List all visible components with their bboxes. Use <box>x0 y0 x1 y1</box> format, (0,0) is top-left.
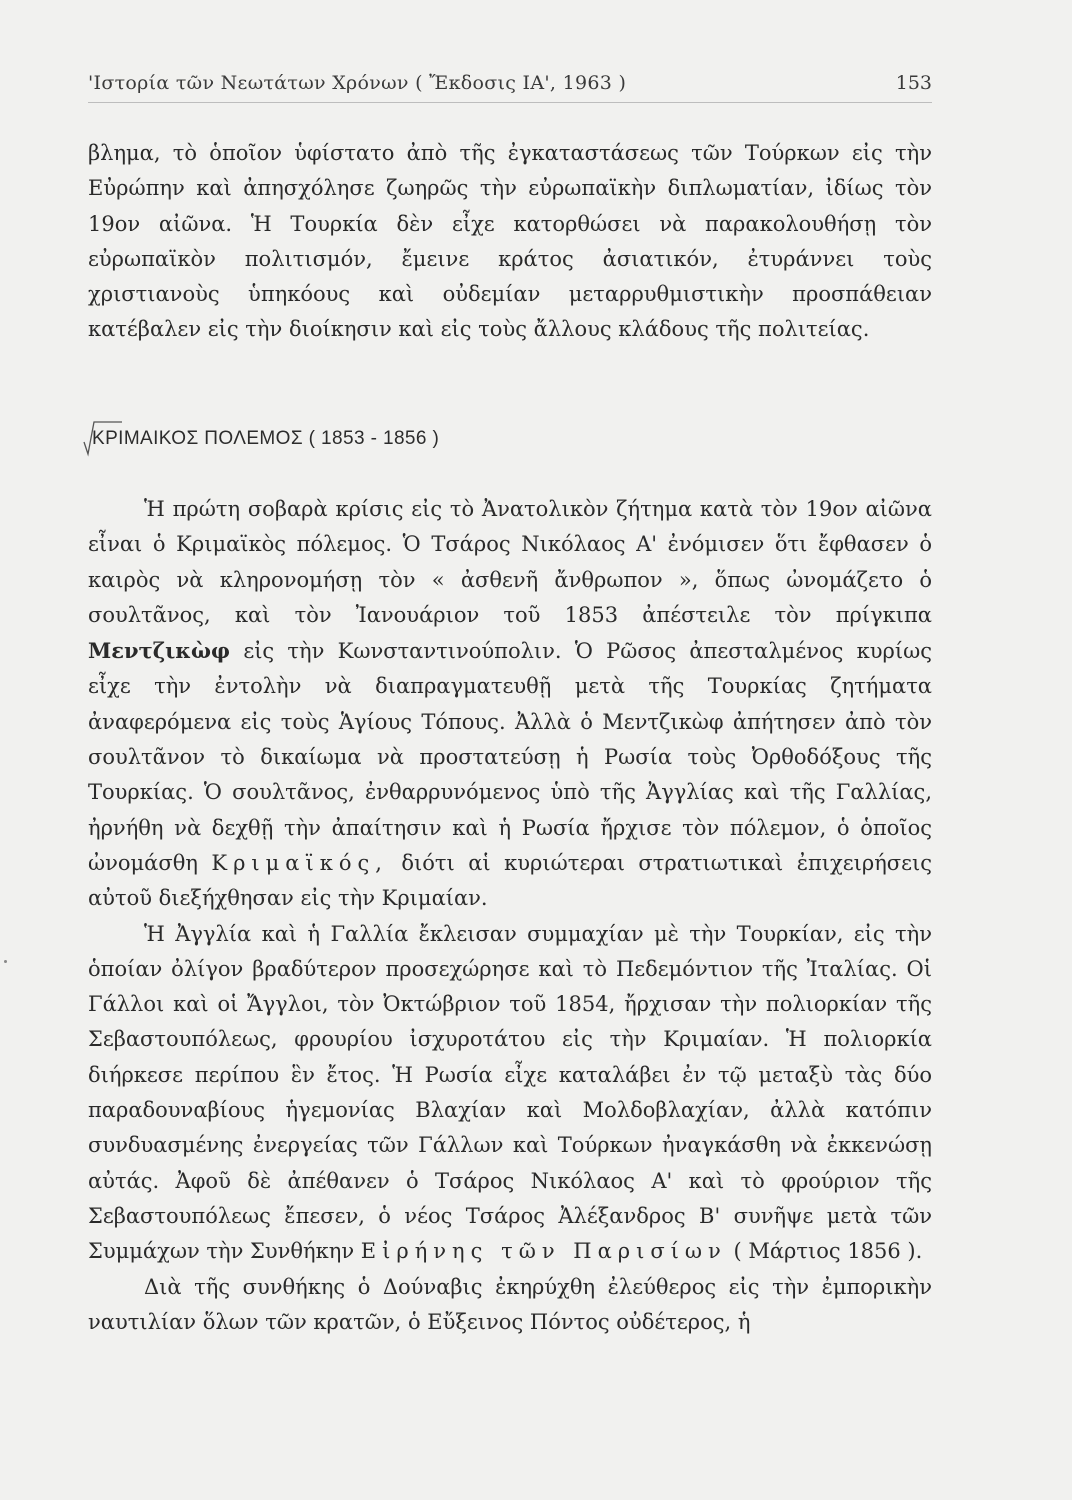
page-number: 153 <box>895 72 932 94</box>
intro-paragraph: βλημα, τὸ ὁποῖον ὑφίστατο ἀπὸ τῆς ἐγκαταστάσεως τῶν Τούρκων εἰς τὴν Εὐρώπην καὶ ἀπησχόλησε ζωηρῶς τὴν εὐρωπαϊκὴν διπλωματίαν, ἰδίως τὸν 19ον αἰῶνα. Ἡ Τουρκία δὲν εἶχε κατορθώσει νὰ παρακολουθήσῃ τὸν εὐρωπαϊκὸν πολιτισμόν, ἔμεινε κράτος ἀσιατικόν, ἐτυράννει τοὺς χριστιανοὺς ὑπηκόους καὶ οὐδεμίαν μεταρρυθμιστικὴν προσπάθειαν κατέβαλεν εἰς τὴν διοίκησιν καὶ εἰς τοὺς ἄλλους κλάδους τῆς πολιτείας. <box>88 141 932 342</box>
emphasized-name: Μεντζικὼφ <box>88 638 231 664</box>
paragraph-text: ( Μάρτιος 1856 ). <box>733 1239 923 1264</box>
spaced-term: Κριμαϊκός, <box>211 850 388 875</box>
paragraph-crimean-war-origin <box>88 492 932 917</box>
section-heading: ΚΡΙΜΑΙΚΟΣ ΠΟΛΕΜΟΣ ( 1853 - 1856 ) <box>92 428 440 449</box>
spaced-term: Εἰρήνης τῶν Παρισίων <box>360 1239 727 1264</box>
paragraph-treaty-terms: Διὰ τῆς συνθήκης ὁ Δούναβις ἐκηρύχθη ἐλεύθερος εἰς τὴν ἐμπορικὴν ναυτιλίαν ὅλων τῶν κρατῶν, ὁ Εὔξεινος Πόντος οὐδέτερος, ἡ <box>88 1274 932 1334</box>
paragraph-alliance <box>88 917 932 1270</box>
intro-text-block <box>88 136 932 348</box>
paper-speck <box>4 960 7 963</box>
paragraph-text: Ἡ Ἀγγλία καὶ ἡ Γαλλία ἔκλεισαν συμμαχίαν μὲ τὴν Τουρκίαν, εἰς τὴν ὁποίαν ὀλίγον βραδύτερον προσεχώρησε καὶ τὸ Πεδεμόντιον τῆς Ἰταλίας. Οἱ Γάλλοι καὶ οἱ Ἄγγλοι, τὸν Ὀκτώβριον τοῦ 1854, ἤρχισαν τὴν πολιορκίαν τῆς Σεβαστουπόλεως, φρουρίου ἰσχυροτάτου εἰς τὴν Κριμαίαν. Ἡ πολιορκία διήρκεσε περίπου ἓν ἔτος. Ἡ Ρωσία εἶχε καταλάβει ἐν τῷ μεταξὺ τὰς δύο παραδουναβίους ἡγεμονίας Βλαχίαν καὶ Μολδοβλαχίαν, ἀλλὰ κατόπιν συνδυασμένης ἐνεργείας τῶν Γάλλων καὶ Τούρκων ἠναγκάσθη νὰ ἐκκενώσῃ αὐτάς. Ἀφοῦ δὲ ἀπέθανεν ὁ Τσάρος Νικόλαος Α' καὶ τὸ φρούριον τῆς Σεβαστουπόλεως ἔπεσεν, ὁ νέος Τσάρος Ἀλέξανδρος Β' συνῆψε μετὰ τῶν Συμμάχων τὴν Συνθήκην <box>88 921 932 1264</box>
book-title: 'Ιστορία τῶν Νεωτάτων Χρόνων ( Ἔκδοσις ΙΑ', 1963 ) <box>88 72 627 94</box>
running-header <box>88 68 932 103</box>
paragraph-text: Ἡ πρώτη σοβαρὰ κρίσις εἰς τὸ Ἀνατολικὸν ζήτημα κατὰ τὸν 19ον αἰῶνα εἶναι ὁ Κριμαϊκὸς πόλεμος. Ὁ Τσάρος Νικόλαος Α' ἐνόμισεν ὅτι ἔφθασεν ὁ καιρὸς νὰ κληρονομήσῃ τὸν « ἀσθενῆ ἄνθρωπον », ὅπως ὠνομάζετο ὁ σουλτᾶνος, καὶ τὸν Ἰανουάριον τοῦ 1853 ἀπέστειλε τὸν πρίγκιπα <box>88 497 932 627</box>
paragraph-text: εἰς τὴν Κωνσταντινούπολιν. Ὁ Ρῶσος ἀπεσταλμένος κυρίως εἶχε τὴν ἐντολὴν νὰ διαπραγματευθῇ μετὰ τῆς Τουρκίας ζητήματα ἀναφερόμενα εἰς τοὺς Ἁγίους Τόπους. Ἀλλὰ ὁ Μεντζικὼφ ἀπήτησεν ἀπὸ τὸν σουλτᾶνον τὸ δικαίωμα νὰ προστατεύσῃ ἡ Ρωσία τοὺς Ὀρθοδόξους τῆς Τουρκίας. Ὁ σουλτᾶνος, ἐνθαρρυνόμενος ὑπὸ τῆς Ἀγγλίας καὶ τῆς Γαλλίας, ἠρνήθη νὰ δεχθῇ τὴν ἀπαίτησιν καὶ ἡ Ρωσία ἤρχισε τὸν πόλεμον, ὁ ὁποῖος ὠνομάσθη <box>88 639 932 875</box>
main-text-block <box>88 492 932 1340</box>
paragraph-text: διότι αἱ κυριώτεραι στρατιωτικαὶ ἐπιχειρήσεις αὐτοῦ διεξήχθησαν εἰς τὴν Κριμαίαν. <box>88 850 932 911</box>
